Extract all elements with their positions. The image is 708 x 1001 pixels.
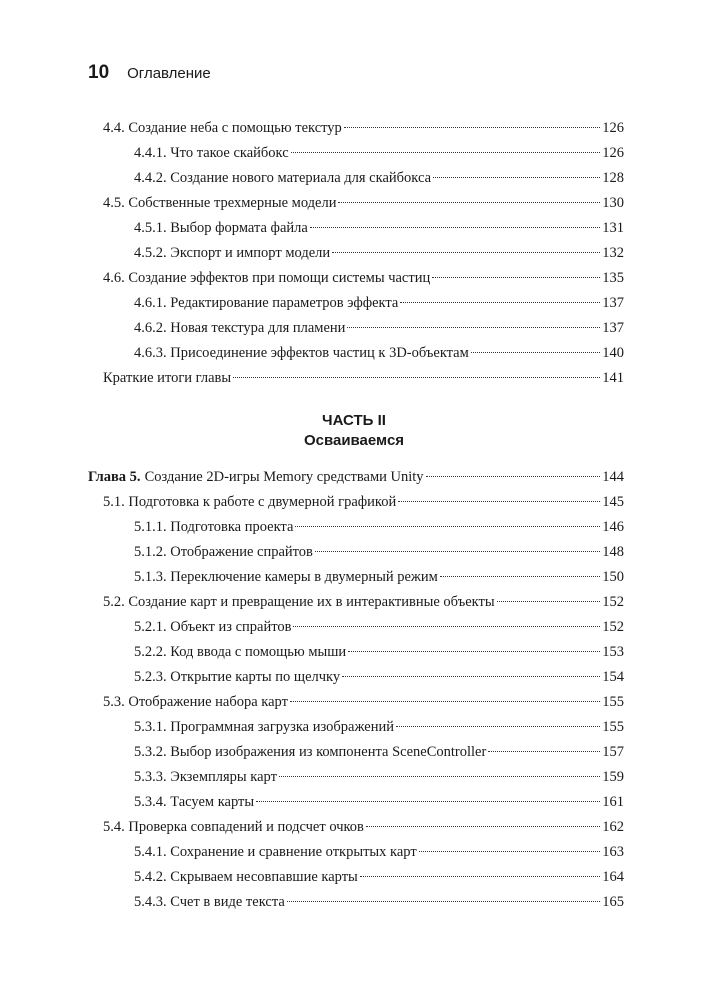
toc-entry-title: 4.6.2. Новая текстура для пламени <box>134 320 346 336</box>
dot-leader <box>347 327 600 328</box>
toc-entry-page: 155 <box>602 719 624 735</box>
toc-entry <box>134 892 624 912</box>
dot-leader <box>279 776 600 777</box>
toc-entry-title: 5.1.1. Подготовка проекта <box>134 519 294 535</box>
toc-entry-page: 157 <box>602 744 624 760</box>
dot-leader <box>338 202 600 203</box>
toc-chapter-entry <box>88 467 624 487</box>
toc-entry-page: 152 <box>602 594 624 610</box>
toc-entry-page: 126 <box>602 145 624 161</box>
dot-leader <box>398 501 600 502</box>
toc-entry <box>103 492 624 512</box>
dot-leader <box>342 676 600 677</box>
toc-entry-page: 162 <box>602 819 624 835</box>
toc-entry-title: 5.1. Подготовка к работе с двумерной графикой <box>103 494 397 510</box>
toc-entry <box>103 692 624 712</box>
toc-entry-title: 5.1.3. Переключение камеры в двумерный режим <box>134 569 438 585</box>
toc-entry-page: 163 <box>602 844 624 860</box>
toc-entry-page: 140 <box>602 345 624 361</box>
toc-entry-title: 4.6.1. Редактирование параметров эффекта <box>134 295 399 311</box>
toc-entry-title: 5.1.2. Отображение спрайтов <box>134 544 313 560</box>
toc-entry-page: 152 <box>602 619 624 635</box>
toc-entry-title: 4.4.2. Создание нового материала для скайбокса <box>134 170 432 186</box>
toc-entry-page: 155 <box>602 694 624 710</box>
page-number: 10 <box>88 62 110 83</box>
toc-entry <box>134 767 624 787</box>
dot-leader <box>233 377 600 378</box>
toc-entry-title: 5.2.1. Объект из спрайтов <box>134 619 292 635</box>
toc-entry <box>134 293 624 313</box>
toc-entry-page: 165 <box>602 894 624 910</box>
toc-entry-title: 4.4. Создание неба с помощью текстур <box>103 120 342 136</box>
dot-leader <box>396 726 600 727</box>
toc-entry-page: 154 <box>602 669 624 685</box>
toc-entry <box>103 268 624 288</box>
toc-entry-page: 137 <box>602 320 624 336</box>
toc-entry-title: 5.2.3. Открытие карты по щелчку <box>134 669 341 685</box>
toc-entry <box>134 318 624 338</box>
toc-entry-title: 5.3.3. Экземпляры карт <box>134 769 277 785</box>
toc-entry-page: 148 <box>602 544 624 560</box>
toc-entry-page: 126 <box>602 120 624 136</box>
dot-leader <box>426 476 601 477</box>
toc-entry <box>134 168 624 188</box>
toc-entry-title: 5.4.2. Скрываем несовпавшие карты <box>134 869 358 885</box>
toc-entry-page: 159 <box>602 769 624 785</box>
toc-entry-page: 145 <box>602 494 624 510</box>
dot-leader <box>291 152 601 153</box>
toc-entry <box>134 867 624 887</box>
dot-leader <box>293 626 600 627</box>
toc-entry-title: 4.5. Собственные трехмерные модели <box>103 195 337 211</box>
dot-leader <box>290 701 600 702</box>
toc-entry <box>134 717 624 737</box>
part-title: Осваиваемся <box>303 432 405 449</box>
toc-entry <box>103 817 624 837</box>
toc-entry-page: 137 <box>602 295 624 311</box>
toc-entry-title: 5.4. Проверка совпадений и подсчет очков <box>103 819 364 835</box>
dot-leader <box>315 551 600 552</box>
toc-entry-page: 131 <box>602 220 624 236</box>
toc-entry-page: 141 <box>602 370 624 386</box>
dot-leader <box>360 876 600 877</box>
toc-entry <box>134 243 624 263</box>
toc-entry-page: 135 <box>602 270 624 286</box>
toc-entry <box>134 343 624 363</box>
dot-leader <box>310 227 600 228</box>
toc-entry <box>134 617 624 637</box>
toc-entry-title: 5.3. Отображение набора карт <box>103 694 288 710</box>
dot-leader <box>400 302 600 303</box>
toc-entry-title: 4.6. Создание эффектов при помощи системы частиц <box>103 270 431 286</box>
chapter-title: Создание 2D-игры Memory средствами Unity <box>144 469 424 485</box>
dot-leader <box>366 826 600 827</box>
toc-entry <box>134 517 624 537</box>
toc-entry-page: 130 <box>602 195 624 211</box>
part-label: ЧАСТЬ II <box>322 412 386 429</box>
chapter-label: Глава 5. <box>88 469 141 485</box>
dot-leader <box>440 576 600 577</box>
toc-entry <box>103 193 624 213</box>
dot-leader <box>348 651 600 652</box>
toc-entry-page: 153 <box>602 644 624 660</box>
toc-entry-page: 128 <box>602 170 624 186</box>
toc-entry-title: 4.5.2. Экспорт и импорт модели <box>134 245 331 261</box>
dot-leader <box>432 277 600 278</box>
dot-leader <box>256 801 600 802</box>
toc-entry <box>134 143 624 163</box>
toc-entry <box>134 642 624 662</box>
dot-leader <box>332 252 600 253</box>
dot-leader <box>471 352 600 353</box>
toc-entry-title: 4.6.3. Присоединение эффектов частиц к 3D-объектам <box>134 345 469 361</box>
dot-leader <box>488 751 600 752</box>
dot-leader <box>344 127 600 128</box>
toc-entry-title: 5.4.1. Сохранение и сравнение открытых карт <box>134 844 417 860</box>
toc-entry-title: 5.3.2. Выбор изображения из компонента SceneController <box>134 744 487 760</box>
toc-entry-title: Краткие итоги главы <box>103 370 232 386</box>
toc-entry-title: 5.2.2. Код ввода с помощью мыши <box>134 644 347 660</box>
dot-leader <box>287 901 600 902</box>
toc-entry <box>134 542 624 562</box>
toc-entry-page: 146 <box>602 519 624 535</box>
toc-entry <box>103 368 624 388</box>
toc-entry <box>134 842 624 862</box>
dot-leader <box>419 851 601 852</box>
toc-entry <box>134 218 624 238</box>
dot-leader <box>433 177 600 178</box>
toc-entry <box>103 118 624 138</box>
toc-entry-page: 150 <box>602 569 624 585</box>
toc-entry-page: 164 <box>602 869 624 885</box>
toc-entry-title: 4.5.1. Выбор формата файла <box>134 220 308 236</box>
toc-entry-title: 5.2. Создание карт и превращение их в интерактивные объекты <box>103 594 495 610</box>
toc-entry-title: 5.4.3. Счет в виде текста <box>134 894 285 910</box>
running-title: Оглавление <box>127 65 211 82</box>
toc-entry-title: 5.3.1. Программная загрузка изображений <box>134 719 394 735</box>
toc-entry <box>134 742 624 762</box>
dot-leader <box>497 601 601 602</box>
toc-entry <box>134 792 624 812</box>
toc-entry-title: 4.4.1. Что такое скайбокс <box>134 145 289 161</box>
toc-entry-page: 144 <box>602 469 624 485</box>
toc-entry-page: 161 <box>602 794 624 810</box>
toc-entry-page: 132 <box>602 245 624 261</box>
toc-entry <box>103 592 624 612</box>
toc-entry-title: 5.3.4. Тасуем карты <box>134 794 255 810</box>
toc-entry <box>134 667 624 687</box>
toc-entry <box>134 567 624 587</box>
dot-leader <box>295 526 600 527</box>
